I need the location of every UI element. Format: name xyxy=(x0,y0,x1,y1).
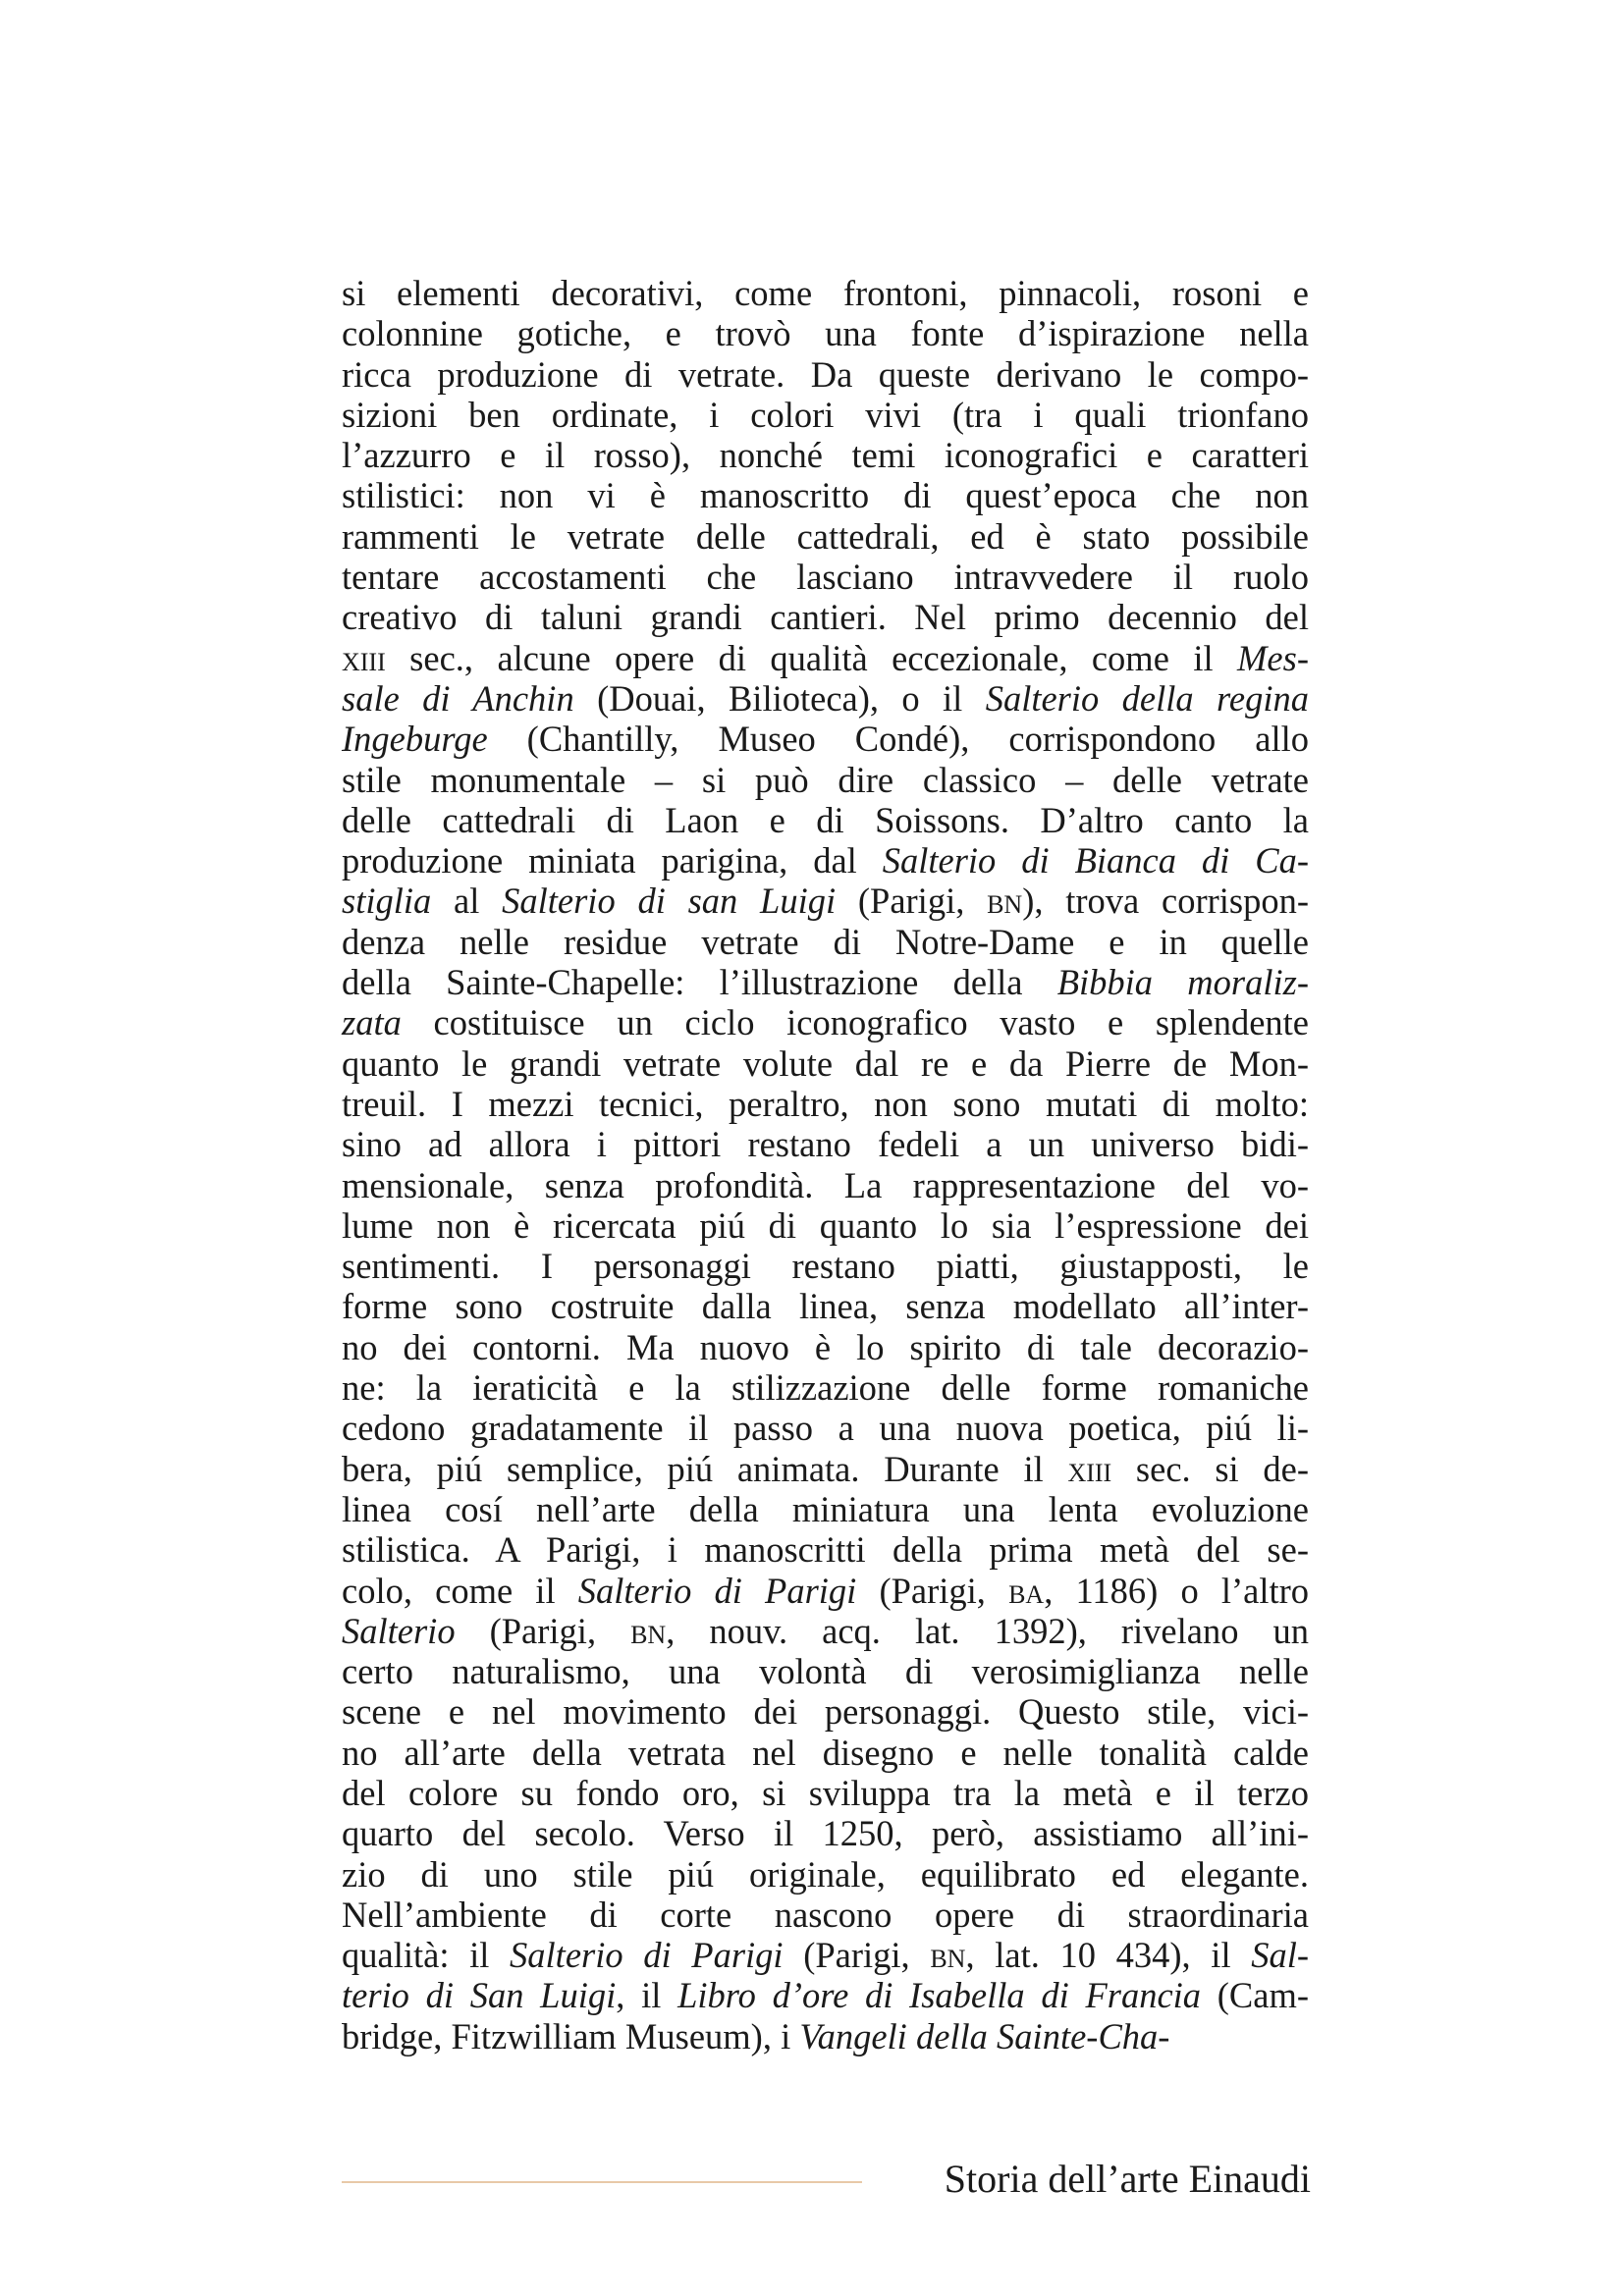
text-run: certo naturalismo, una volontà di verosimiglianza nelle xyxy=(342,1651,1309,1692)
text-line xyxy=(342,1529,1309,1570)
text-line xyxy=(342,1449,1309,1489)
text-run: treuil. I mezzi tecnici, peraltro, non sono mutati di molto: xyxy=(342,1083,1309,1124)
text-run: linea cosí nell’arte della miniatura una lenta evoluzione xyxy=(342,1488,1309,1529)
text-line xyxy=(342,1611,1309,1651)
text-line xyxy=(342,1571,1309,1611)
italic-title: Salterio di Bianca di Ca- xyxy=(882,840,1309,881)
footer-rule xyxy=(342,2181,862,2183)
text-run: bera, piú semplice, piú animata. Durante il xyxy=(342,1448,1068,1489)
text-run: (Parigi, xyxy=(783,1935,931,1976)
text-run: ), trova corrispon- xyxy=(1022,881,1309,922)
text-run: forme sono costruite dalla linea, senza modellato all’inter- xyxy=(342,1286,1309,1327)
italic-title: terio di San Luigi xyxy=(342,1975,617,2016)
text-run: produzione miniata parigina, dal xyxy=(342,840,883,881)
italic-title: Salterio della regina xyxy=(985,677,1309,719)
text-run: della Sainte-Chapelle: l’illustrazione della xyxy=(342,962,1057,1003)
text-line xyxy=(342,922,1309,962)
italic-title: Vangeli della Sainte-Cha- xyxy=(799,2015,1170,2056)
text-line xyxy=(342,1165,1309,1205)
italic-title: Ingeburge xyxy=(342,719,488,760)
text-line xyxy=(342,1408,1309,1448)
italic-title: sale di Anchin xyxy=(342,677,574,719)
text-line xyxy=(342,800,1309,840)
text-run: mensionale, senza profondità. La rappresentazione del vo- xyxy=(342,1164,1309,1205)
italic-title: stiglia xyxy=(342,881,432,922)
text-run: (Parigi, xyxy=(836,881,988,922)
text-run: , il xyxy=(616,1975,678,2016)
text-run: (Cam- xyxy=(1201,1975,1309,2016)
text-run: ricca produzione di vetrate. Da queste derivano le compo- xyxy=(342,353,1309,395)
text-line xyxy=(342,881,1309,921)
text-run: al xyxy=(431,881,503,922)
text-run: colo, come il xyxy=(342,1570,578,1611)
text-run: ne: la ieraticità e la stilizzazione delle forme romaniche xyxy=(342,1367,1309,1409)
text-line xyxy=(342,1651,1309,1691)
text-run: l’azzurro e il rosso), nonché temi iconografici e caratteri xyxy=(342,435,1309,476)
text-line xyxy=(342,1854,1309,1895)
text-line xyxy=(342,557,1309,597)
small-caps-abbrev: xiii xyxy=(1067,1448,1112,1489)
footer-title: Storia dell’arte Einaudi xyxy=(944,2157,1311,2201)
text-run: no dei contorni. Ma nuovo è lo spirito di tale decorazio- xyxy=(342,1326,1309,1367)
text-run: scene e nel movimento dei personaggi. Questo stile, vici- xyxy=(342,1691,1309,1733)
text-run: qualità: il xyxy=(342,1935,511,1976)
text-run: Nell’ambiente di corte nascono opere di straordinaria xyxy=(342,1894,1309,1935)
text-line xyxy=(342,273,1309,313)
text-run: sino ad allora i pittori restano fedeli a un universo bidi- xyxy=(342,1124,1309,1165)
text-line xyxy=(342,2016,1309,2056)
text-line xyxy=(342,1043,1309,1084)
italic-title: Salterio di Parigi xyxy=(510,1935,784,1976)
text-run: quanto le grandi vetrate volute dal re e da Pierre de Mon- xyxy=(342,1042,1309,1084)
text-run: quarto del secolo. Verso il 1250, però, assistiamo all’ini- xyxy=(342,1813,1309,1854)
text-run: sizioni ben ordinate, i colori vivi (tra i quali trionfano xyxy=(342,394,1309,435)
text-line xyxy=(342,1691,1309,1732)
text-run: bridge, Fitzwilliam Museum), i xyxy=(342,2015,800,2056)
text-run: costituisce un ciclo iconografico vasto e splendente xyxy=(401,1002,1309,1043)
text-run: del colore su fondo oro, si sviluppa tra la metà e il terzo xyxy=(342,1772,1309,1813)
text-line xyxy=(342,1975,1309,2015)
small-caps-abbrev: xiii xyxy=(342,637,386,678)
italic-title: Sal- xyxy=(1251,1935,1310,1976)
text-run: rammenti le vetrate delle cattedrali, ed è stato possibile xyxy=(342,515,1309,557)
text-line xyxy=(342,1205,1309,1246)
small-caps-abbrev: ba xyxy=(1008,1570,1045,1611)
text-run: , 1186) o l’altro xyxy=(1044,1570,1310,1611)
text-line xyxy=(342,1813,1309,1853)
text-line xyxy=(342,1489,1309,1529)
text-line xyxy=(342,435,1309,475)
text-line xyxy=(342,1367,1309,1408)
text-line xyxy=(342,313,1309,353)
text-line xyxy=(342,1286,1309,1326)
text-line xyxy=(342,395,1309,435)
text-run: (Chantilly, Museo Condé), corrispondono allo xyxy=(487,719,1309,760)
italic-title: Salterio di san Luigi xyxy=(502,881,837,922)
italic-title: Bibbia moraliz- xyxy=(1056,962,1309,1003)
small-caps-abbrev: bn xyxy=(630,1610,667,1651)
text-run: lume non è ricercata piú di quanto lo sia l’espressione dei xyxy=(342,1204,1309,1246)
text-run: tentare accostamenti che lasciano intravvedere il ruolo xyxy=(342,557,1309,598)
text-run: cedono gradatamente il passo a una nuova poetica, piú li- xyxy=(342,1408,1309,1449)
text-line xyxy=(342,1935,1309,1975)
text-line xyxy=(342,962,1309,1002)
text-run: stile monumentale – si può dire classico – delle vetrate xyxy=(342,759,1309,800)
text-run: no all’arte della vetrata nel disegno e nelle tonalità calde xyxy=(342,1732,1309,1773)
text-line xyxy=(342,354,1309,395)
text-line xyxy=(342,597,1309,637)
italic-title: Mes- xyxy=(1237,637,1309,678)
text-line xyxy=(342,1246,1309,1286)
italic-title: Salterio di Parigi xyxy=(577,1570,857,1611)
text-run: , nouv. acq. lat. 1392), rivelano un xyxy=(666,1610,1309,1651)
text-line xyxy=(342,1327,1309,1367)
text-run: si elementi decorativi, come frontoni, pinnacoli, rosoni e xyxy=(342,273,1309,313)
text-run: colonnine gotiche, e trovò una fonte d’ispirazione nella xyxy=(342,313,1309,354)
text-run: zio di uno stile piú originale, equilibrato ed elegante. xyxy=(342,1853,1309,1895)
text-run: sec. si de- xyxy=(1111,1448,1309,1489)
text-run: sentimenti. I personaggi restano piatti, giustapposti, le xyxy=(342,1246,1309,1287)
text-run: (Parigi, xyxy=(856,1570,1009,1611)
text-line xyxy=(342,1733,1309,1773)
text-run: , lat. 10 434), il xyxy=(965,1935,1252,1976)
small-caps-abbrev: bn xyxy=(930,1935,966,1976)
italic-title: Salterio xyxy=(342,1610,456,1651)
text-run: sec., alcune opere di qualità eccezionale, come il xyxy=(385,637,1238,678)
text-line xyxy=(342,1773,1309,1813)
text-line xyxy=(342,1124,1309,1164)
text-line xyxy=(342,1895,1309,1935)
text-line xyxy=(342,719,1309,759)
text-line xyxy=(342,475,1309,515)
italic-title: Libro d’ore di Isabella di Francia xyxy=(677,1975,1202,2016)
body-text xyxy=(342,273,1309,2056)
text-line xyxy=(342,516,1309,557)
text-run: stilistici: non vi è manoscritto di quest’epoca che non xyxy=(342,475,1309,516)
text-line xyxy=(342,638,1309,678)
italic-title: zata xyxy=(342,1002,402,1043)
text-line xyxy=(342,840,1309,881)
text-run: stilistica. A Parigi, i manoscritti della prima metà del se- xyxy=(342,1529,1309,1571)
text-line xyxy=(342,1084,1309,1124)
text-run: delle cattedrali di Laon e di Soissons. D’altro canto la xyxy=(342,799,1309,840)
text-run: (Parigi, xyxy=(455,1610,631,1651)
text-run: creativo di taluni grandi cantieri. Nel primo decennio del xyxy=(342,597,1309,638)
text-run: (Douai, Bilioteca), o il xyxy=(573,677,986,719)
text-line xyxy=(342,678,1309,719)
text-run: denza nelle residue vetrate di Notre-Dame e in quelle xyxy=(342,921,1309,962)
small-caps-abbrev: bn xyxy=(987,881,1023,922)
text-line xyxy=(342,1002,1309,1042)
text-line xyxy=(342,760,1309,800)
